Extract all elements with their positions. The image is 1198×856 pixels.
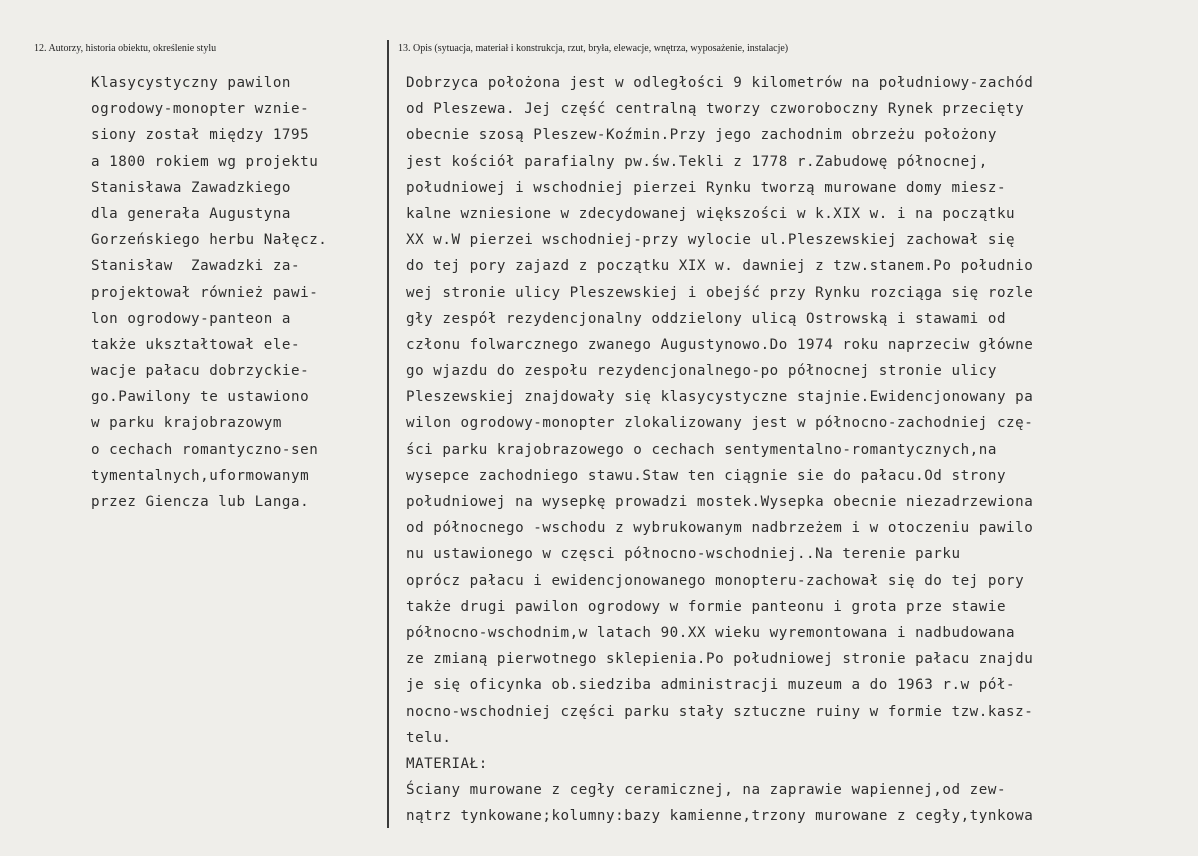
description-text-line: jest kościół parafialny pw.św.Tekli z 1778 r.Zabudowę północnej, bbox=[406, 153, 988, 170]
history-text-line: tymentalnych,uformowanym bbox=[91, 467, 310, 484]
history-text-line: Stanisław Zawadzki za- bbox=[91, 258, 301, 275]
description-text-line: telu. bbox=[406, 729, 452, 746]
description-text-line: nu ustawionego w częsci północno-wschodniej..Na terenie parku bbox=[406, 546, 961, 563]
description-text-line: północno-wschodnim,w latach 90.XX wieku wyremontowana i nadbudowana bbox=[406, 624, 1016, 641]
history-text-line: lon ogrodowy-panteon a bbox=[91, 310, 292, 327]
history-text-line: także ukształtował ele- bbox=[91, 336, 301, 353]
history-text-line: go.Pawilony te ustawiono bbox=[91, 389, 310, 406]
history-text-line: dla generała Augustyna bbox=[91, 205, 292, 222]
history-text-block bbox=[91, 70, 381, 515]
description-text-line: członu folwarcznego zwanego Augustynowo.Do 1974 roku naprzeciw główne bbox=[406, 336, 1034, 353]
description-text-line: obecnie szosą Pleszew-Koźmin.Przy jego zachodnim obrzeżu położony bbox=[406, 127, 997, 144]
history-text-line: w parku krajobrazowym bbox=[91, 415, 282, 432]
description-text-line: Dobrzyca położona jest w odległości 9 kilometrów na południowy-zachód bbox=[406, 75, 1034, 91]
description-text-line: oprócz pałacu i ewidencjonowanego monopteru-zachował się do tej pory bbox=[406, 572, 1025, 589]
description-text-line: ści parku krajobrazowego o cechach sentymentalno-romantycznych,na bbox=[406, 441, 997, 458]
description-text-line: południowej i wschodniej pierzei Rynku tworzą murowane domy miesz- bbox=[406, 179, 1007, 196]
description-text-line: wysepce zachodniego stawu.Staw ten ciągnie sie do pałacu.Od strony bbox=[406, 467, 1007, 484]
description-text-line: do tej pory zajazd z początku XIX w. dawniej z tzw.stanem.Po południo bbox=[406, 258, 1034, 275]
description-text-line: wej stronie ulicy Pleszewskiej i obejść przy Rynku rozciąga się rozle bbox=[406, 284, 1034, 301]
description-text-line: od Pleszewa. Jej część centralną tworzy czworoboczny Rynek przecięty bbox=[406, 101, 1025, 118]
history-text-line: o cechach romantyczno-sen bbox=[91, 441, 319, 458]
description-text-line: nocno-wschodniej części parku stały sztuczne ruiny w formie tzw.kasz- bbox=[406, 703, 1034, 720]
section-12-header: 12. Autorzy, historia obiektu, określenie stylu bbox=[34, 43, 217, 54]
description-text-line: go wjazdu do zespołu rezydencjonalnego-po północnej stronie ulicy bbox=[406, 363, 997, 380]
description-text-line: je się oficynka ob.siedziba administracji muzeum a do 1963 r.w pół- bbox=[406, 677, 1016, 694]
description-text-line: MATERIAŁ: bbox=[406, 755, 488, 772]
description-text-line: także drugi pawilon ogrodowy w formie panteonu i grota prze stawie bbox=[406, 598, 1007, 615]
description-text-line: ze zmianą pierwotnego sklepienia.Po południowej stronie pałacu znajdu bbox=[406, 651, 1034, 668]
description-text-line: południowej na wysepkę prowadzi mostek.Wysepka obecnie niezadrzewiona bbox=[406, 494, 1034, 510]
history-text-line: Stanisława Zawadzkiego bbox=[91, 179, 292, 196]
description-text-line: wilon ogrodowy-monopter zlokalizowany jest w północno-zachodniej czę- bbox=[406, 415, 1034, 432]
history-text-line: ogrodowy-monopter wznie- bbox=[91, 101, 310, 118]
description-text-line: XX w.W pierzei wschodniej-przy wylocie ul.Pleszewskiej zachował się bbox=[406, 232, 1016, 249]
history-text-line: projektował również pawi- bbox=[91, 284, 319, 301]
history-text-line: siony został między 1795 bbox=[91, 127, 310, 144]
column-divider bbox=[387, 40, 389, 828]
history-text-line: wacje pałacu dobrzyckie- bbox=[91, 363, 310, 380]
history-text-line: Gorzeńskiego herbu Nałęcz. bbox=[91, 232, 328, 249]
description-text-line: nątrz tynkowane;kolumny:bazy kamienne,trzony murowane z cegły,tynkowa bbox=[406, 808, 1034, 825]
description-text-line: od północnego -wschodu z wybrukowanym nadbrzeżem i w otoczeniu pawilo bbox=[406, 520, 1034, 537]
section-13-header: 13. Opis (sytuacja, materiał i konstrukcja, rzut, bryła, elewacje, wnętrza, wyposażenie, instalacje) bbox=[398, 43, 789, 54]
description-text-line: Pleszewskiej znajdowały się klasycystyczne stajnie.Ewidencjonowany pa bbox=[406, 389, 1034, 406]
history-text-line: a 1800 rokiem wg projektu bbox=[91, 153, 319, 170]
description-text-line: gły zespół rezydencjonalny oddzielony ulicą Ostrowską i stawami od bbox=[406, 310, 1007, 327]
history-text-line: przez Giencza lub Langa. bbox=[91, 494, 310, 510]
history-text-line: Klasycystyczny pawilon bbox=[91, 75, 292, 91]
description-text-line: kalne wzniesione w zdecydowanej większości w k.XIX w. i na początku bbox=[406, 205, 1016, 222]
description-text-block bbox=[406, 70, 1196, 829]
description-text-line: Ściany murowane z cegły ceramicznej, na zaprawie wapiennej,od zew- bbox=[406, 782, 1007, 799]
